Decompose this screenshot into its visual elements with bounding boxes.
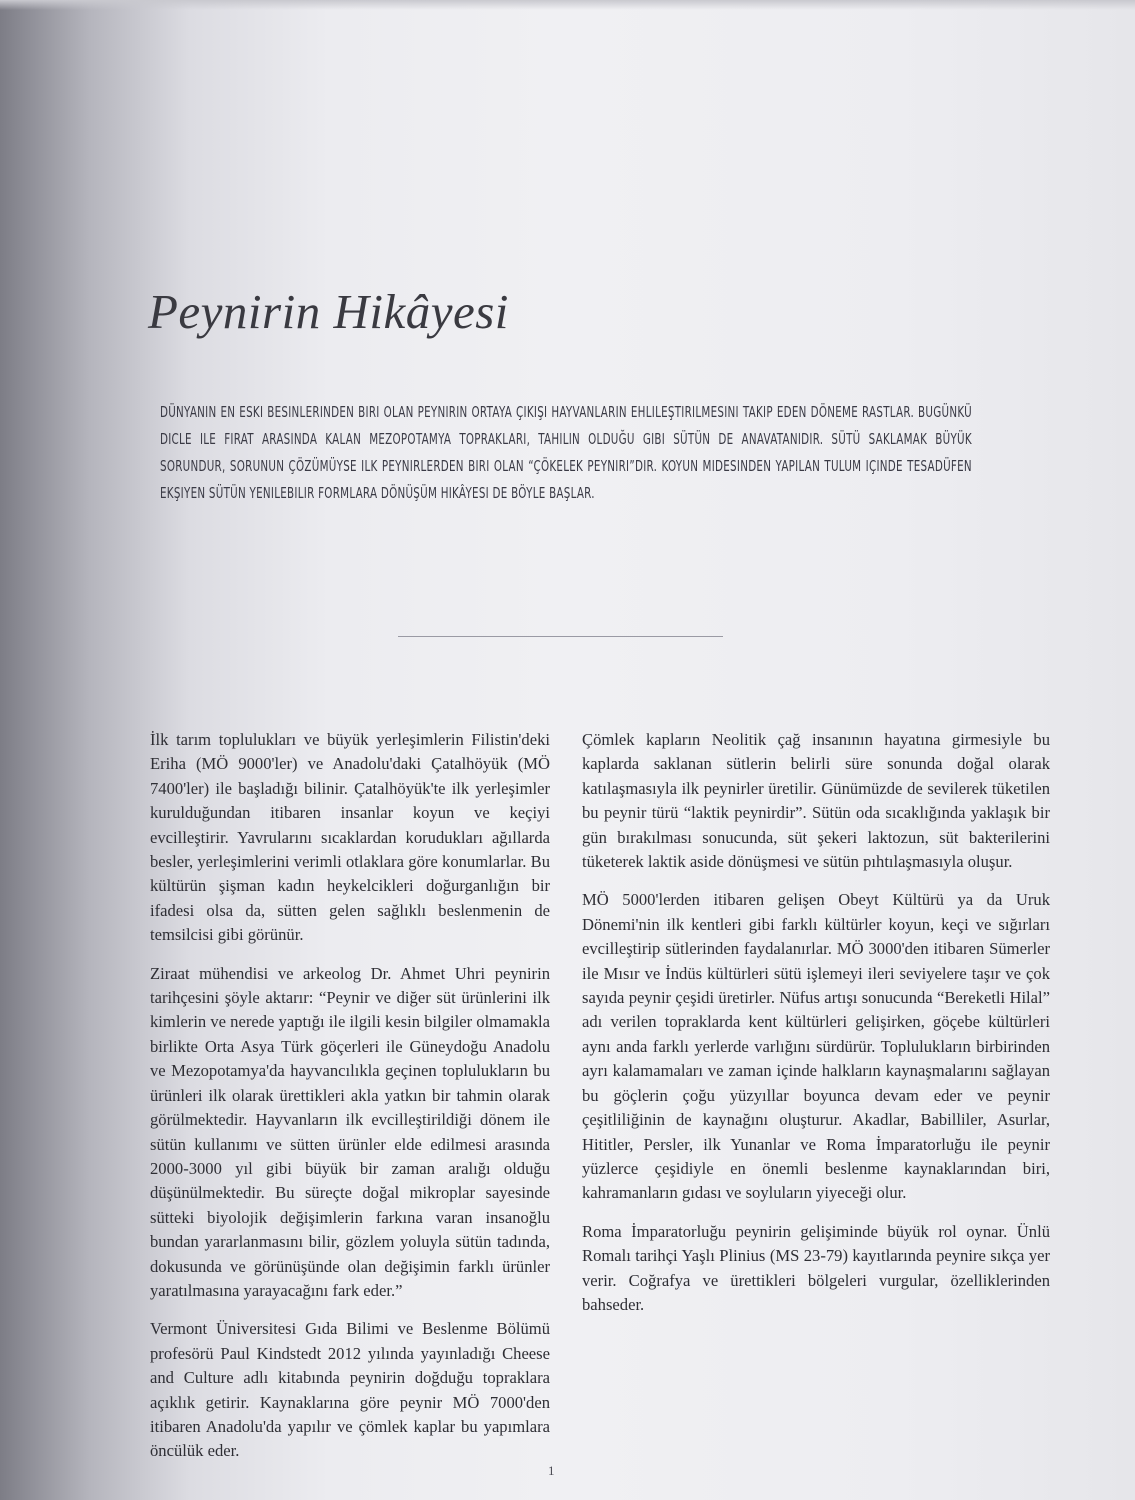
right-paragraph-1: Çömlek kapların Neolitik çağ insanının hayatına girmesiyle bu kaplarda saklanan sütlerin belirli süre sonunda doğal olarak katılaşmasıyla ilk peynirler üretilir. Günümüzde de sevilerek tüketilen bu peynir türü “laktik peynirdir”. Sütün oda sıcaklığında yaklaşık bir gün bırakılması sonucunda, süt şekeri laktozun, süt bakterilerini tüketerek laktik aside dönüşmesi ve sütün pıhtılaşmasıyla oluşur. [582, 730, 1050, 872]
intro-paragraph: DÜNYANIN EN ESKI BESINLERINDEN BIRI OLAN PEYNIRIN ORTAYA ÇIKIŞI HAYVANLARIN EHLILEŞTIRILMESINI TAKIP EDEN DÖNEME RASTLAR. BUGÜNKÜ DICLE ILE FIRAT ARASINDA KALAN MEZOPOTAMYA TOPRAKLARI, TAHILIN OLDUĞU GIBI SÜTÜN DE ANAVATANIDIR. SÜTÜ SAKLAMAK BÜYÜK SORUNDUR, SORUNUN ÇÖZÜMÜYSE ILK PEYNIRLERDEN BIRI OLAN “ÇÖKELEK PEYNIRI”DIR. KOYUN MIDESINDEN YAPILAN TULUM IÇINDE TESADÜFEN EKŞIYEN SÜTÜN YENILEBILIR FORMLARA DÖNÜŞÜM HIKÂYESI DE BÖYLE BAŞLAR. [160, 403, 972, 502]
section-divider [398, 636, 723, 637]
right-column [582, 728, 1050, 1331]
left-paragraph-1: İlk tarım toplulukları ve büyük yerleşimlerin Filistin'deki Eriha (MÖ 9000'ler) ve Anadolu'daki Çatalhöyük (MÖ 7400'ler) ile başladığı bilinir. Çatalhöyük'te ilk yerleşimler kurulduğundan itibaren insanlar koyun ve keçiyi evcilleştirir. Yavrularını sıcaklardan korudukları ağıllarda besler, yerleşimlerini verimli otlaklara göre konumlarlar. Bu kültürün şişman kadın heykelcikleri doğurganlığın bir ifadesi olsa da, sütten gelen sağlıklı beslenmenin de temsilcisi gibi görünür. [150, 730, 550, 945]
right-paragraph-3: Roma İmparatorluğu peynirin gelişiminde büyük rol oynar. Ünlü Romalı tarihçi Yaşlı Plinius (MS 23-79) kayıtlarında peynire sıkça yer verir. Coğrafya ve ürettikleri bölgeleri vurgular, özelliklerinden bahseder. [582, 1221, 1050, 1314]
left-paragraph-2: Ziraat mühendisi ve arkeolog Dr. Ahmet Uhri peynirin tarihçesini şöyle aktarır: “Peynir ve diğer süt ürünlerini ilk kimlerin ve nerede yaptığı ile ilgili kesin bilgiler olmamakla birlikte Orta Asya Türk göçerleri ile Güneydoğu Anadolu ve Mezopotamya'da hayvancılıkla geçinen toplulukların bu ürünleri ilk olarak ürettikleri akla yatkın bir tahmin olarak görülmektedir. Hayvanların ilk evcilleştirildiği dönem ile sütün kullanımı ve sütten ürünler elde edilmesi arasında 2000-3000 yıl gibi büyük bir zaman aralığı olduğu düşünülmektedir. Bu süreçte doğal mikroplar sayesinde sütteki biyolojik değişimlerin farkına varan insanoğlu bundan yararlanmasını bilir, gözlem yoluyla sütün tadında, dokusunda ve görünüşünde olan değişimin farklı ürünler yaratılmasına yarayacağını fark eder.” [150, 963, 550, 1300]
left-paragraph-3: Vermont Üniversitesi Gıda Bilimi ve Beslenme Bölümü profesörü Paul Kindstedt 2012 yılında yayınladığı Cheese and Culture adlı kitabında peynirin doğduğu topraklara açıklık getirir. Kaynaklarına göre peynir MÖ 7000'den itibaren Anadolu'da yapılır ve çömlek kaplar bu yapımlara öncülük eder. [150, 1319, 550, 1461]
page-number: 1 [548, 1463, 555, 1478]
chapter-title: Peynirin Hikâyesi [148, 284, 509, 339]
right-paragraph-2: MÖ 5000'lerden itibaren gelişen Obeyt Kültürü ya da Uruk Dönemi'nin ilk kentleri gibi farklı kültürler koyun, keçi ve sığırları evcilleştirip sütlerinden faydalanırlar. MÖ 3000'den itibaren Sümerler ile Mısır ve İndüs kültürleri sütü işlemeyi ileri seviyelere taşır ve çok sayıda peynir çeşidi üretirler. Nüfus artışı sonucunda “Bereketli Hilal” adı verilen topraklarda kent kültürleri gelişirken, göçebe kültürleri aynı anda farklı yerlerde varlığını sürdürür. Toplulukların birbirinden ayrı kalamamaları ve zaman içinde halkların kaynaşmalarını sağlayan bu göçlerin çoğu yüzyıllar boyunca devam eder ve peynir çeşitliliğinin de kaynağını oluşturur. Akadlar, Babilliler, Asurlar, Hititler, Persler, ilk Yunanlar ve Roma İmparatorluğu ile peynir yüzlerce çeşidiyle en önemli beslenme kaynaklarından biri, kahramanların gıdası ve soyluların yiyeceği olur. [582, 890, 1050, 1203]
page-top-edge [0, 0, 1135, 10]
left-column [150, 728, 550, 1478]
